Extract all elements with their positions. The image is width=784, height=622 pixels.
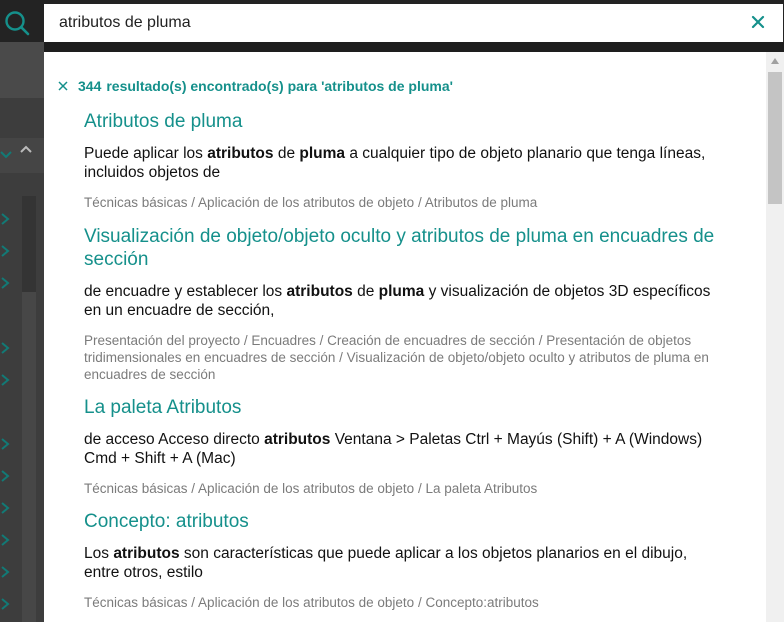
results-summary-text: resultado(s) encontrado(s) para 'atributos de pluma' bbox=[106, 78, 453, 94]
chevron-right-icon[interactable] bbox=[0, 565, 12, 579]
chevron-right-icon[interactable] bbox=[0, 373, 12, 387]
sidebar bbox=[0, 42, 44, 622]
chevron-right-icon[interactable] bbox=[0, 469, 12, 483]
snippet-text: Puede aplicar los bbox=[84, 145, 208, 162]
chevron-down-icon[interactable] bbox=[0, 150, 12, 160]
chevron-right-icon[interactable] bbox=[0, 501, 12, 515]
snippet-highlight: atributos bbox=[207, 145, 274, 162]
snippet-text: son características que puede aplicar a los objetos planarios en el dibujo, entre otros, estilo bbox=[84, 545, 688, 581]
result-snippet bbox=[84, 544, 724, 582]
chevron-right-icon[interactable] bbox=[0, 437, 12, 451]
snippet-text: de bbox=[352, 283, 379, 300]
snippet-highlight: atributos bbox=[264, 431, 331, 448]
result-item bbox=[84, 510, 724, 611]
snippet-highlight: pluma bbox=[299, 145, 346, 162]
close-icon[interactable] bbox=[58, 78, 68, 88]
snippet-highlight: atributos bbox=[113, 545, 180, 562]
snippet-text: Ventana > Paletas Ctrl + Mayús (Shift) + A (Windows) Cmd + Shift + A (Mac) bbox=[84, 431, 703, 467]
chevron-right-icon[interactable] bbox=[0, 276, 12, 290]
result-title-link[interactable]: Atributos de pluma bbox=[84, 111, 243, 132]
chevron-right-icon[interactable] bbox=[0, 341, 12, 355]
result-snippet bbox=[84, 282, 724, 320]
results-count: 344 bbox=[78, 78, 102, 94]
sidebar-header bbox=[0, 42, 44, 98]
result-breadcrumb: Técnicas básicas / Aplicación de los atributos de objeto / Concepto:atributos bbox=[84, 595, 539, 610]
snippet-text: de bbox=[273, 145, 300, 162]
chevron-up-icon[interactable] bbox=[20, 144, 32, 154]
results-list bbox=[84, 110, 724, 611]
results-scroll-thumb[interactable] bbox=[768, 72, 782, 204]
snippet-text: Los bbox=[84, 545, 114, 562]
result-snippet bbox=[84, 430, 724, 468]
results-scrollbar[interactable] bbox=[766, 52, 784, 622]
chevron-right-icon[interactable] bbox=[0, 533, 12, 547]
result-title-link[interactable]: La paleta Atributos bbox=[84, 397, 242, 418]
result-breadcrumb: Presentación del proyecto / Encuadres / Creación de encuadres de sección / Presentación de objetos tridimensionales en encuadres de sección / Visualización de objeto/objeto oculto y atributos de pluma en encuadres de sección bbox=[84, 333, 709, 382]
sidebar-scroll-thumb[interactable] bbox=[22, 292, 36, 622]
result-item bbox=[84, 396, 724, 497]
result-item bbox=[84, 225, 724, 383]
snippet-text: y visualización de objetos 3D específicos en un encuadre de sección, bbox=[84, 283, 711, 319]
result-breadcrumb: Técnicas básicas / Aplicación de los atributos de objeto / La paleta Atributos bbox=[84, 481, 538, 496]
chevron-right-icon[interactable] bbox=[0, 212, 12, 226]
snippet-highlight: pluma bbox=[378, 283, 425, 300]
result-item bbox=[84, 110, 724, 211]
snippet-highlight: atributos bbox=[286, 283, 353, 300]
close-icon[interactable] bbox=[751, 15, 765, 29]
search-icon[interactable] bbox=[4, 10, 30, 36]
snippet-text: de acceso Acceso directo bbox=[84, 431, 265, 448]
result-title-link[interactable]: Visualización de objeto/objeto oculto y atributos de pluma en encuadres de sección bbox=[84, 226, 715, 270]
results-summary bbox=[58, 78, 453, 94]
search-input[interactable] bbox=[44, 4, 724, 42]
result-title-link[interactable]: Concepto: atributos bbox=[84, 511, 249, 532]
result-snippet bbox=[84, 144, 724, 182]
snippet-text: a cualquier tipo de objeto planario que tenga líneas, incluidos objetos de bbox=[84, 145, 706, 181]
search-results-panel bbox=[44, 52, 784, 622]
sidebar-toolbar bbox=[0, 138, 44, 173]
top-bar bbox=[0, 0, 784, 42]
result-breadcrumb: Técnicas básicas / Aplicación de los atributos de objeto / Atributos de pluma bbox=[84, 195, 538, 210]
search-box bbox=[44, 4, 783, 42]
chevron-right-icon[interactable] bbox=[0, 597, 12, 611]
snippet-text: de encuadre y establecer los bbox=[84, 283, 287, 300]
scroll-up-arrow-icon[interactable] bbox=[770, 57, 780, 65]
chevron-right-icon[interactable] bbox=[0, 244, 12, 258]
